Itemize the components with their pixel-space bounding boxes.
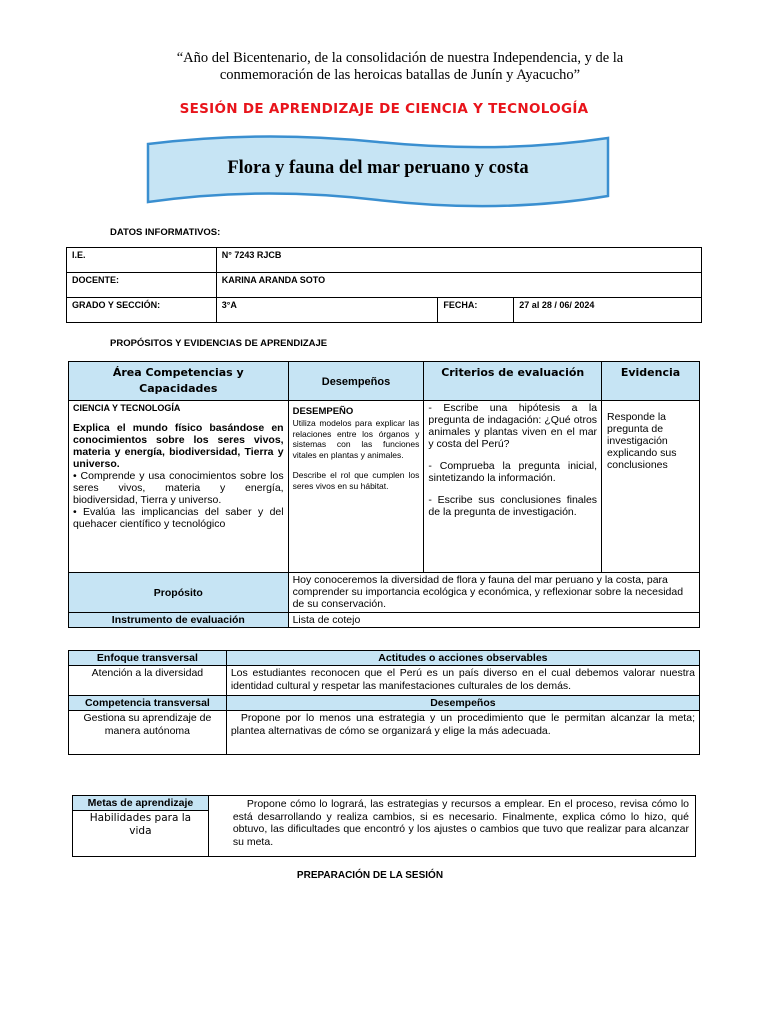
competencias-cell — [69, 401, 289, 573]
competencia-value: Gestiona su aprendizaje de manera autónoma — [69, 711, 227, 755]
competencia-text: Explica el mundo físico basándose en conocimientos sobre los seres vivos, materia y energía, biodiversidad, Tierra y universo. — [73, 422, 284, 470]
criterio-1: - Escribe una hipótesis a la pregunta de indagación: ¿Qué otros animales y plantas viven en el mar y costa del Perú? — [428, 402, 598, 450]
motto-line-2: conmemoración de las heroicas batallas de Junín y Ayacucho” — [219, 67, 581, 83]
habilidades-label: Habilidades para la vida — [73, 811, 209, 857]
header-enfoque: Enfoque transversal — [69, 651, 227, 666]
session-title: SESIÓN DE APRENDIZAJE DE CIENCIA Y TECNOLOGÍA — [179, 101, 589, 117]
table-row — [69, 711, 700, 755]
header-desempenos: Desempeños — [288, 362, 424, 401]
datos-table — [66, 247, 702, 323]
area-name: CIENCIA Y TECNOLOGÍA — [73, 403, 181, 413]
preparacion-heading: PREPARACIÓN DE LA SESIÓN — [296, 870, 444, 881]
ie-value: N° 7243 RJCB — [216, 248, 701, 273]
table-header-row — [69, 651, 700, 666]
header-actitudes: Actitudes o acciones observables — [226, 651, 699, 666]
desempeno-tag: DESEMPEÑO — [292, 406, 354, 417]
grado-value: 3°A — [216, 298, 438, 323]
table-row — [69, 573, 700, 613]
table-header-row — [69, 362, 700, 401]
table-row — [69, 613, 700, 628]
grado-label: GRADO Y SECCIÓN: — [67, 298, 217, 323]
table-row — [69, 666, 700, 696]
fecha-label: FECHA: — [438, 298, 514, 323]
motto-line-1: “Año del Bicentenario, de la consolidación de nuestra Independencia, y de la — [176, 50, 624, 66]
header-desempenos-transversal: Desempeños — [226, 696, 699, 711]
proposito-label: Propósito — [69, 573, 289, 613]
enfoque-table — [68, 650, 700, 755]
table-row — [67, 248, 702, 273]
criterios-cell — [424, 401, 602, 573]
propositos-table — [68, 361, 700, 628]
desempeno-1: Utiliza modelos para explicar las relaciones entre los órganos y sistemas con las funciones vitales en plantas y animales. — [292, 418, 420, 460]
capacidad-1: • Comprende y usa conocimientos sobre los seres vivos, materia y energía, biodiversidad, Tierra y universo. — [73, 470, 284, 506]
table-header-row — [69, 696, 700, 711]
evidencia-cell: Responde la pregunta de investigación explicando sus conclusiones — [602, 401, 700, 573]
instrumento-label: Instrumento de evaluación — [69, 613, 289, 628]
desempeno-2: Describe el rol que cumplen los seres vivos en su hábitat. — [292, 470, 420, 491]
datos-label: DATOS INFORMATIVOS: — [110, 227, 221, 238]
docente-label: DOCENTE: — [67, 273, 217, 298]
enfoque-value: Atención a la diversidad — [69, 666, 227, 696]
instrumento-text: Lista de cotejo — [288, 613, 699, 628]
docente-value: KARINA ARANDA SOTO — [216, 273, 701, 298]
motto — [120, 50, 680, 84]
metas-table — [72, 795, 696, 857]
metas-label: Metas de aprendizaje — [73, 796, 209, 811]
header-competencia-transversal: Competencia transversal — [69, 696, 227, 711]
desempenos-cell — [288, 401, 424, 573]
ie-label: I.E. — [67, 248, 217, 273]
fecha-value: 27 al 28 / 06/ 2024 — [514, 298, 702, 323]
criterio-3: - Escribe sus conclusiones finales de la pregunta de investigación. — [428, 494, 598, 518]
header-competencias: Área Competencias y Capacidades — [69, 362, 289, 401]
actitudes-value: Los estudiantes reconocen que el Perú es un país diverso en el cual debemos valorar nuestra identidad cultural y respetar las manifestaciones culturales de los demás. — [226, 666, 699, 696]
metas-text: Propone cómo lo logrará, las estrategias y recursos a emplear. En el proceso, revisa cómo lo está desarrollando y realiza cambios, si es necesario. Finalmente, explica cómo lo hizo, qué obtuvo, las dificultades que encontró y los ajustes o cambios que tuvo que realizar para alcanzar su meta. — [208, 796, 695, 857]
table-row — [69, 401, 700, 573]
header-evidencia: Evidencia — [602, 362, 700, 401]
table-row — [67, 298, 702, 323]
desempenos-value: Propone por lo menos una estrategia y un procedimiento que le permitan alcanzar la meta; plantea alternativas de cómo se organizará y elige la más adecuada. — [226, 711, 699, 755]
table-row — [73, 796, 696, 811]
banner-title: Flora y fauna del mar peruano y costa — [227, 158, 529, 178]
propositos-label: PROPÓSITOS Y EVIDENCIAS DE APRENDIZAJE — [110, 338, 328, 349]
table-row — [67, 273, 702, 298]
capacidad-2: • Evalúa las implicancias del saber y del quehacer científico y tecnológico — [73, 506, 284, 530]
header-criterios: Criterios de evaluación — [424, 362, 602, 401]
criterio-2: - Comprueba la pregunta inicial, sintetizando la información. — [428, 460, 598, 484]
proposito-text: Hoy conoceremos la diversidad de flora y fauna del mar peruano y la costa, para comprender su importancia ecológica y económica, y reflexionar sobre la necesidad de su conservación. — [288, 573, 699, 613]
